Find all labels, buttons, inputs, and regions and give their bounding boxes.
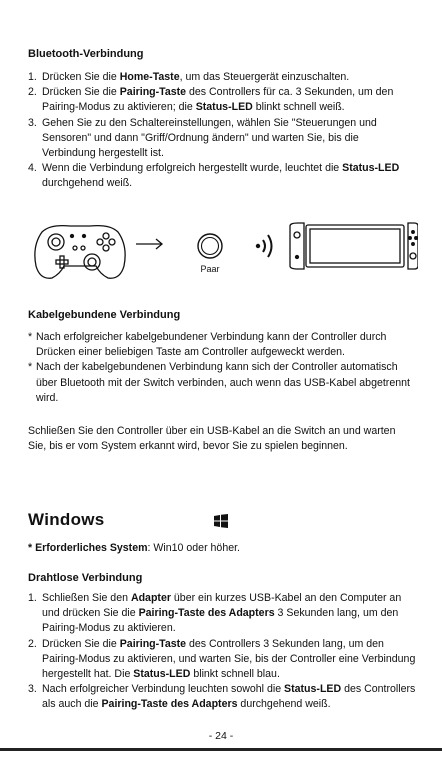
step-text: , um das Steuergerät einzuschalten.	[179, 71, 350, 83]
step-text: blinkt schnell blau.	[190, 668, 280, 681]
step-emphasis: Pairing-Taste des Adapters	[138, 607, 275, 620]
step-emphasis: Adapter	[130, 592, 171, 604]
step-emphasis: Status-LED	[284, 683, 342, 696]
wired-heading: Kabelgebundene Verbindung	[28, 309, 181, 321]
step-emphasis: Status-LED	[342, 162, 400, 175]
switch-console-icon	[290, 223, 418, 269]
wireless-signal-icon	[256, 235, 272, 257]
step-emphasis: Home-Taste	[119, 71, 180, 83]
step-item	[28, 70, 414, 85]
system-requirement	[28, 541, 414, 556]
step-text: 3 Sekunden lang, um den Pairing-Modus zu aktivieren.	[42, 607, 399, 635]
step-text: Wenn die Verbindung erfolgreich hergestellt wurde, leuchtet die	[42, 162, 343, 175]
step-text: über ein kurzes USB-Kabel an den Computer an und drücken Sie die	[42, 592, 402, 620]
step-item	[28, 161, 414, 191]
wired-paragraph: Schließen Sie den Controller über ein USB-Kabel an die Switch an und warten Sie, bis er vom System erkannt wird, bevor Sie zu spielen beginnen.	[28, 425, 396, 453]
step-number: 3.	[28, 683, 37, 696]
windows-logo-icon	[214, 514, 228, 528]
bluetooth-heading: Bluetooth-Verbindung	[28, 48, 144, 60]
step-emphasis: Pairing-Taste	[119, 637, 187, 650]
wired-note: * Nach der kabelgebundenen Verbindung kann sich der Controller automatisch über Bluetooth mit der Switch verbinden, auch wenn das USB-Kabel abgetrennt wird.	[28, 361, 410, 404]
page-number: - 24 -	[208, 730, 234, 742]
step-text: durchgehend weiß.	[237, 698, 331, 711]
step-emphasis: Status-LED	[133, 668, 191, 681]
step-text: durchgehend weiß.	[42, 177, 133, 190]
controller-icon	[35, 226, 125, 279]
step-emphasis: Pairing-Taste	[119, 86, 187, 99]
step-number: 2.	[28, 637, 37, 650]
step-text: Nach erfolgreicher Verbindung leuchten sowohl die	[42, 683, 285, 696]
step-item	[28, 116, 414, 162]
pair-label: Paar	[200, 264, 220, 274]
step-item	[28, 682, 418, 712]
step-text: des Controllers 3 Sekunden lang, um den Pairing-Modus zu aktivieren, und warten Sie, bis der Controller eine Verbindung hergestellt hat. Die	[42, 637, 416, 681]
step-emphasis: Pairing-Taste des Adapters	[101, 698, 238, 711]
windows-heading: Windows	[28, 510, 105, 529]
step-text: Drücken Sie die	[42, 637, 120, 650]
wireless-steps	[28, 591, 418, 713]
wired-note: * Nach erfolgreicher kabelgebundener Verbindung kann der Controller durch Drücken einer beliebigen Taste am Controller aufgeweckt werden.	[28, 331, 387, 359]
requirement-value: : Win10 oder höher.	[147, 542, 240, 554]
bottom-rule	[0, 748, 442, 751]
step-text: Drücken Sie die	[42, 86, 120, 99]
arrow-icon	[136, 239, 162, 249]
step-number: 1.	[28, 592, 37, 604]
wired-notes	[28, 330, 414, 406]
step-text: Drücken Sie die	[42, 71, 120, 83]
step-item	[28, 591, 418, 637]
step-number: 1.	[28, 71, 37, 83]
pairing-diagram	[28, 222, 418, 286]
wireless-heading: Drahtlose Verbindung	[28, 572, 143, 584]
step-number: 2.	[28, 86, 37, 99]
bluetooth-steps	[28, 70, 414, 192]
step-item	[28, 637, 418, 683]
pair-button-icon	[198, 234, 222, 258]
step-text: Gehen Sie zu den Schaltereinstellungen, wählen Sie "Steuerungen und Sensoren" und dann "Griff/Ordnung ändern" und warten Sie, bis die Verbindung hergestellt ist.	[42, 116, 377, 160]
step-emphasis: Status-LED	[195, 101, 253, 114]
step-text: des Controllers für ca. 3 Sekunden, um den Pairing-Modus zu aktivieren; die	[42, 86, 394, 114]
step-item	[28, 85, 414, 115]
step-text: Schließen Sie den	[42, 592, 131, 604]
step-number: 4.	[28, 162, 37, 175]
step-number: 3.	[28, 116, 37, 129]
step-text: blinkt schnell weiß.	[252, 101, 345, 114]
requirement-label: * Erforderliches System	[28, 542, 148, 554]
step-text: des Controllers als auch die	[42, 683, 416, 711]
